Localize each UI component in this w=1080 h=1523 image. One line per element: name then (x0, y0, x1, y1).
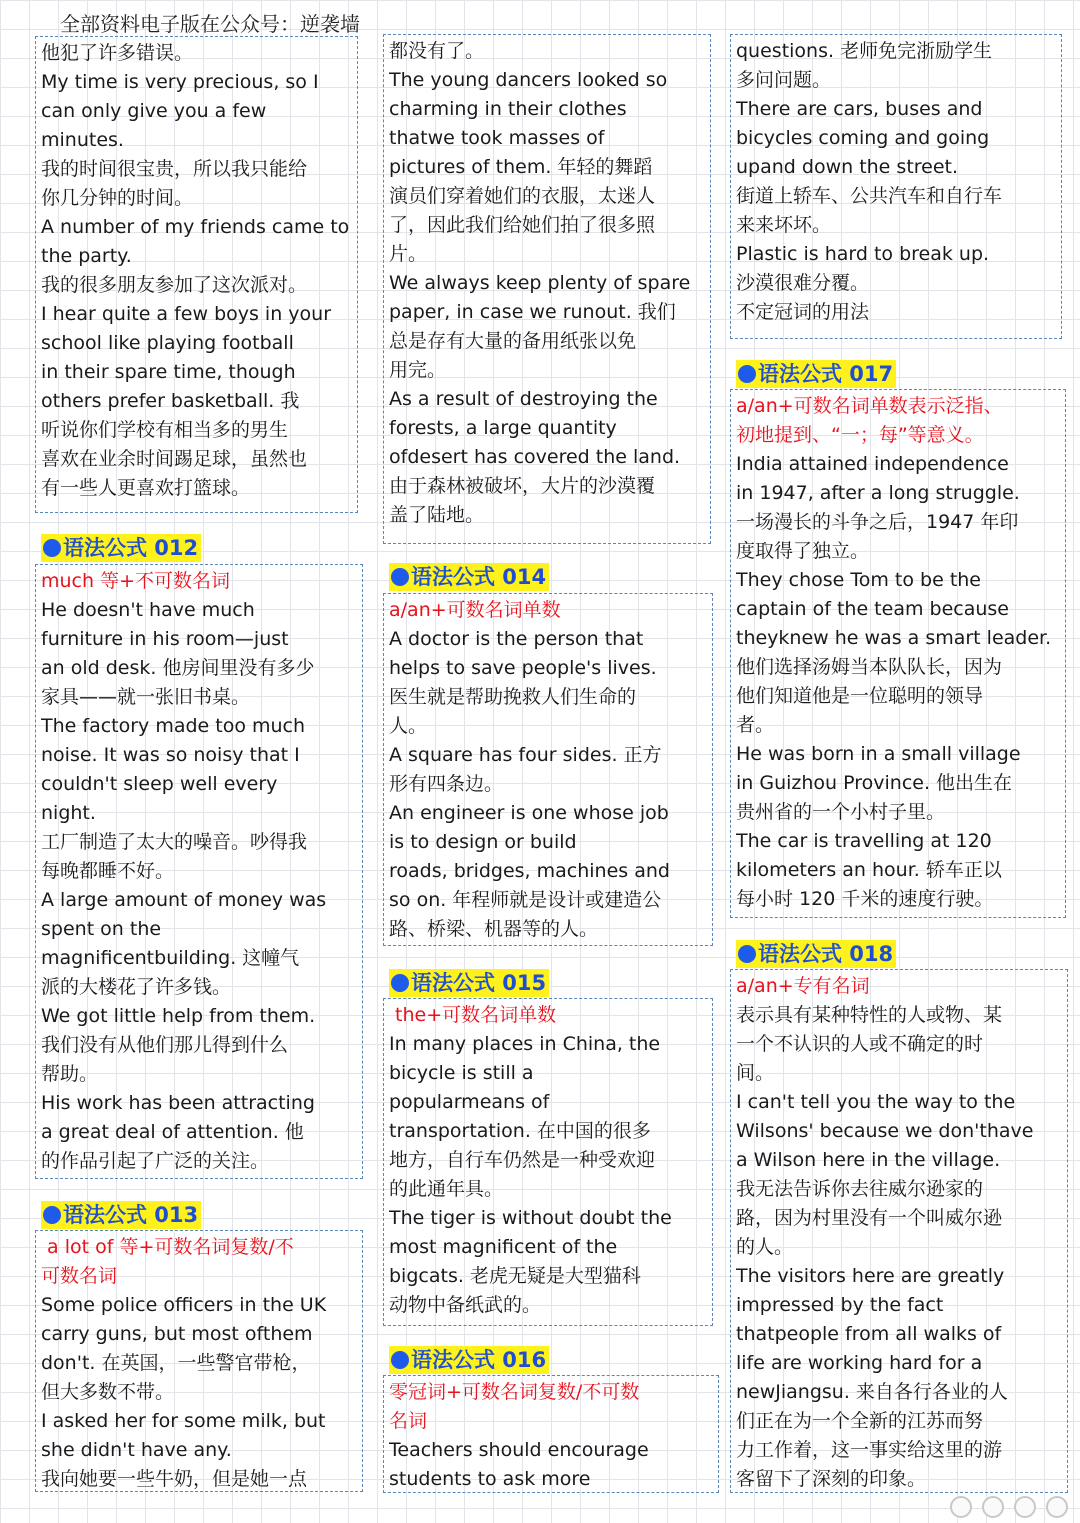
text-line: 度取得了独立。 (736, 540, 870, 562)
text-lines (41, 596, 358, 1176)
text-line: 每晚都睡不好。 (41, 860, 175, 882)
text-line: 有一些人更喜欢打篮球。 (41, 477, 251, 499)
text-line: 家具——就一张旧书桌。 (41, 686, 251, 708)
section-title-012: 语法公式 012 (41, 534, 201, 562)
text-line: 医生就是帮助挽救人们生命的 (389, 686, 637, 708)
text-line: 你几分钟的时间。 (41, 187, 194, 209)
text-line: I asked her for some milk, but (41, 1410, 326, 1432)
text-line: The tiger is without doubt the (389, 1207, 672, 1229)
text-line: The visitors here are greatly (736, 1265, 1005, 1287)
text-line: A doctor is the person that (389, 628, 644, 650)
bullet-dot-icon (43, 539, 61, 557)
text-line: a/an+可数名词单数表示泛指、 (736, 395, 1003, 417)
text-line: 工厂制造了太大的噪音。吵得我 (41, 831, 308, 853)
text-line: in 1947, after a long struggle. (736, 482, 1020, 504)
text-line: 用完。 (389, 359, 447, 381)
text-line: 力工作着，这一事实给这里的游 (736, 1439, 1003, 1461)
text-line: 我无法告诉你去往威尔逊家的 (736, 1178, 984, 1200)
text-line: 的此通年具。 (389, 1178, 504, 1200)
text-line: My time is very precious, so I (41, 71, 319, 93)
bullet-dot-icon (391, 974, 409, 992)
text-line: bigcats. 老虎无疑是大型猫科 (389, 1265, 641, 1287)
rule-text: a/an+可数名词单数 (389, 599, 561, 621)
text-line: can only give you a few (41, 100, 267, 122)
circle-icon (982, 1496, 1004, 1518)
text-line: 零冠词+可数名词复数/不可数 (389, 1381, 640, 1403)
text-line: Plastic is hard to break up. (736, 243, 990, 265)
text-line: He doesn't have much (41, 599, 255, 621)
text-box-col3-top (730, 34, 1062, 339)
text-line: 我的时间很宝贵，所以我只能给 (41, 158, 308, 180)
text-line: 我们没有从他们那儿得到什么 (41, 1034, 289, 1056)
text-line: The factory made too much (41, 715, 306, 737)
text-line: 总是存有大量的备用纸张以免 (389, 330, 637, 352)
text-line: paper, in case we runout. 我们 (389, 301, 676, 323)
text-line: in Guizhou Province. 他出生在 (736, 772, 1013, 794)
rule-text: a/an+专有名词 (736, 975, 870, 997)
text-line: questions. 老师免完浙励学生 (736, 40, 993, 62)
text-line: forests, a large quantity (389, 417, 617, 439)
text-line: impressed by the fact (736, 1294, 944, 1316)
bullet-dot-icon (391, 568, 409, 586)
text-line: popularmeans of (389, 1091, 550, 1113)
text-line: 帮助。 (41, 1063, 99, 1085)
text-line: 都没有了。 (389, 40, 485, 62)
text-line: school like playing football (41, 332, 294, 354)
text-line: 一场漫长的斗争之后，1947 年印 (736, 511, 1019, 533)
text-line: 不定冠词的用法 (736, 301, 870, 323)
text-line: 地方，自行车仍然是一种受欢迎 (389, 1149, 656, 1171)
text-line: There are cars, buses and (736, 98, 983, 120)
text-line: 片。 (389, 243, 428, 265)
text-line: 贵州省的一个小村子里。 (736, 801, 946, 823)
text-line: in their spare time, though (41, 361, 296, 383)
text-line: don't. 在英国，一些警官带枪， (41, 1352, 311, 1374)
rule-text: the+可数名词单数 (389, 1004, 557, 1026)
rule-text (389, 1378, 714, 1436)
text-line: 名词 (389, 1410, 428, 1432)
text-line: 喜欢在业余时间踢足球，虽然也 (41, 448, 308, 470)
text-line: charming in their clothes (389, 98, 627, 120)
text-line: Some police officers in the UK (41, 1294, 327, 1316)
text-line: a lot of 等+可数名词复数/不 (41, 1236, 294, 1258)
text-box-col2-top (383, 34, 711, 544)
text-line: thatpeople from all walks of (736, 1323, 1002, 1345)
text-line: I hear quite a few boys in your (41, 303, 332, 325)
text-line: 者。 (736, 714, 775, 736)
text-line: 路、桥梁、机器等的人。 (389, 918, 599, 940)
text-line: 形有四条边。 (389, 773, 504, 795)
text-line: life are working hard for a (736, 1352, 983, 1374)
text-line: 多问问题。 (736, 69, 832, 91)
text-line: 他们选择汤姆当本队队长，因为 (736, 656, 1003, 678)
text-line: The car is travelling at 120 (736, 830, 992, 852)
text-line: A large amount of money was (41, 889, 327, 911)
bullet-dot-icon (391, 1351, 409, 1369)
text-line: 可数名词 (41, 1265, 118, 1287)
bullet-dot-icon (738, 365, 756, 383)
text-line: 演员们穿着她们的衣服，太迷人 (389, 185, 656, 207)
watermark-circles (950, 1496, 1068, 1518)
text-line: a great deal of attention. 他 (41, 1121, 304, 1143)
rule-text (41, 1233, 358, 1291)
text-box-018 (730, 969, 1068, 1493)
section-title-013: 语法公式 013 (41, 1201, 201, 1229)
section-title-017: 语法公式 017 (736, 360, 896, 388)
text-line: 我的很多朋友参加了这次派对。 (41, 274, 308, 296)
text-line: An engineer is one whose job (389, 802, 669, 824)
text-line: minutes. (41, 129, 124, 151)
text-line: an old desk. 他房间里没有多少 (41, 657, 315, 679)
text-line: so on. 年程师就是设计或建造公 (389, 889, 662, 911)
text-lines (736, 450, 1061, 914)
text-line: is to design or build (389, 831, 577, 853)
text-line: 沙漠很难分覆。 (736, 272, 870, 294)
text-line: 派的大楼花了许多钱。 (41, 976, 232, 998)
text-line: 初地提到、“一；每”等意义。 (736, 424, 984, 446)
text-line: 客留下了深刻的印象。 (736, 1468, 927, 1490)
text-line: theyknew he was a smart leader. (736, 627, 1052, 649)
circle-icon (1014, 1496, 1036, 1518)
text-line: 听说你们学校有相当多的男生 (41, 419, 289, 441)
text-line: 我向她要一些牛奶，但是她一点 (41, 1468, 308, 1490)
text-line: pictures of them. 年轻的舞蹈 (389, 156, 653, 178)
text-line: As a result of destroying the (389, 388, 658, 410)
text-line: noise. It was so noisy that I (41, 744, 300, 766)
text-line: 街道上轿车、公共汽车和自行车 (736, 185, 1003, 207)
text-line: Wilsons' because we don'thave (736, 1120, 1034, 1142)
text-line: bicycle is still a (389, 1062, 534, 1084)
text-line: He was born in a small village (736, 743, 1021, 765)
text-line: 动物中备纸武的。 (389, 1294, 542, 1316)
text-line: We always keep plenty of spare (389, 272, 691, 294)
text-line: I can't tell you the way to the (736, 1091, 1016, 1113)
text-line: ofdesert has covered the land. (389, 446, 681, 468)
text-box-013 (35, 1230, 363, 1492)
text-line: magnificentbuilding. 这幢气 (41, 947, 300, 969)
text-line: A square has four sides. 正方 (389, 744, 662, 766)
text-line: upand down the street. (736, 156, 959, 178)
text-line: 的人。 (736, 1236, 794, 1258)
text-line: His work has been attracting (41, 1092, 315, 1114)
text-line: helps to save people's lives. (389, 657, 657, 679)
text-line: 了，因此我们给她们拍了很多照 (389, 214, 656, 236)
text-line: kilometers an hour. 轿车正以 (736, 859, 1002, 881)
bullet-dot-icon (43, 1206, 61, 1224)
circle-icon (950, 1496, 972, 1518)
text-line: 来来坏坏。 (736, 214, 832, 236)
text-line: others prefer basketball. 我 (41, 390, 300, 412)
text-line: 他们知道他是一位聪明的领导 (736, 685, 984, 707)
text-line: 但大多数不带。 (41, 1381, 175, 1403)
text-line: she didn't have any. (41, 1439, 232, 1461)
text-lines (41, 39, 353, 503)
text-line: roads, bridges, machines and (389, 860, 670, 882)
text-line: 表示具有某种特性的人或物、某 (736, 1004, 1003, 1026)
text-lines (41, 1291, 358, 1492)
text-line: A number of my friends came to (41, 216, 350, 238)
rule-text (736, 392, 1061, 450)
text-line: spent on the (41, 918, 162, 940)
section-title-016: 语法公式 016 (389, 1346, 549, 1374)
text-line: 的作品引起了广泛的关注。 (41, 1150, 270, 1172)
section-title-018: 语法公式 018 (736, 940, 896, 968)
text-box-016 (383, 1375, 719, 1493)
text-line: captain of the team because (736, 598, 1009, 620)
text-line: thatwe took masses of (389, 127, 605, 149)
text-line: 一个不认识的人或不确定的时 (736, 1033, 984, 1055)
text-lines (389, 1436, 714, 1493)
text-line: The young dancers looked so (389, 69, 668, 91)
text-line: carry guns, but most ofthem (41, 1323, 313, 1345)
text-line: They chose Tom to be the (736, 569, 981, 591)
text-line: 每小时 120 千米的速度行驶。 (736, 888, 994, 910)
text-line: couldn't sleep well every (41, 773, 278, 795)
text-line: students to ask more (389, 1468, 591, 1490)
text-line: newJiangsu. 来自各行各业的人 (736, 1381, 1008, 1403)
text-box-014 (383, 593, 713, 946)
bullet-dot-icon (738, 945, 756, 963)
text-line: 人。 (389, 715, 428, 737)
text-lines (389, 37, 706, 530)
text-line: transportation. 在中国的很多 (389, 1120, 651, 1142)
text-line: In many places in China, the (389, 1033, 661, 1055)
text-box-017 (730, 389, 1066, 918)
text-lines (389, 1030, 708, 1320)
text-line: 由于森林被破坏，大片的沙漠覆 (389, 475, 656, 497)
text-line: 盖了陆地。 (389, 504, 485, 526)
text-line: a Wilson here in the village. (736, 1149, 1001, 1171)
text-line: We got little help from them. (41, 1005, 316, 1027)
text-line: Teachers should encourage (389, 1439, 649, 1461)
text-box-015 (383, 998, 713, 1326)
text-line: 间。 (736, 1062, 775, 1084)
text-line: 他犯了许多错误。 (41, 42, 194, 64)
section-title-015: 语法公式 015 (389, 969, 549, 997)
text-line: 们正在为一个全新的江苏而努 (736, 1410, 984, 1432)
text-line: bicycles coming and going (736, 127, 990, 149)
text-line: 路，因为村里没有一个叫威尔逊 (736, 1207, 1003, 1229)
text-lines (389, 625, 708, 944)
rule-text: much 等+不可数名词 (41, 570, 230, 592)
section-title-014: 语法公式 014 (389, 563, 549, 591)
header-note: 全部资料电子版在公众号：逆袭墙 (60, 12, 360, 36)
text-box-012 (35, 564, 363, 1179)
text-lines (736, 37, 1057, 327)
text-line: India attained independence (736, 453, 1009, 475)
circle-icon (1046, 1496, 1068, 1518)
text-line: night. (41, 802, 96, 824)
text-line: furniture in his room—just (41, 628, 289, 650)
text-line: the party. (41, 245, 132, 267)
text-line: most magnificent of the (389, 1236, 618, 1258)
text-box-col1-top (35, 36, 358, 513)
text-lines (736, 1001, 1063, 1493)
